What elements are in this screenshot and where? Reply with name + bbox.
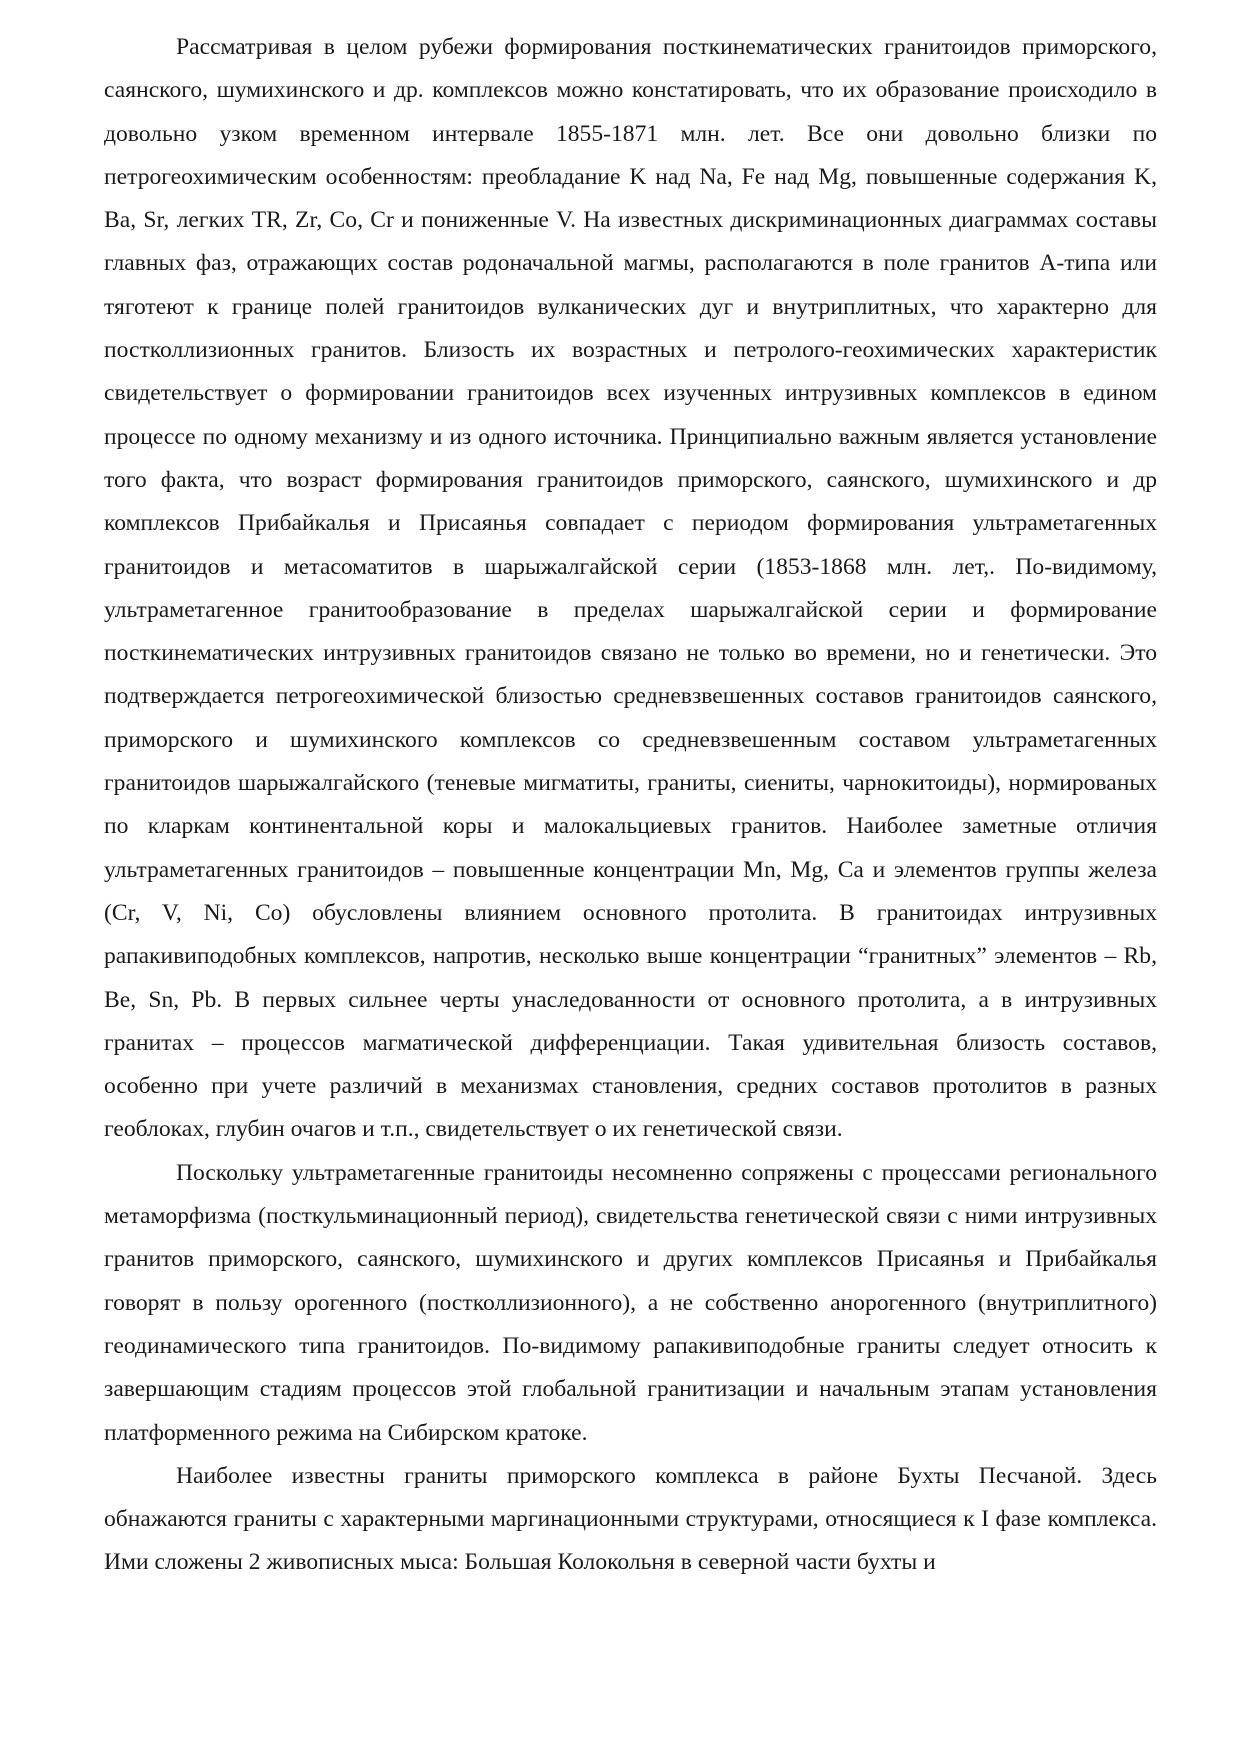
paragraph: Наиболее известны граниты приморского комплекса в районе Бухты Песчаной. Здесь обнажаются граниты с характерными маргинационными структурами, относящиеся к I фазе комплекса. Ими сложены 2 живописных мыса: Большая Колокольня в северной части бухты и xyxy=(104,1462,1157,1576)
document-page xyxy=(104,26,1157,1585)
paragraph: Поскольку ультраметагенные гранитоиды несомненно сопряжены с процессами регионального метаморфизма (посткульминационный период), свидетельства генетической связи с ними интрузивных гранитов приморского, саянского, шумихинского и других комплексов Присаянья и Прибайкалья говорят в пользу орогенного (постколлизионного), а не собственно анорогенного (внутриплитного) геодинамического типа гранитоидов. По-видимому рапакивиподобные граниты следует относить к завершающим стадиям процессов этой глобальной гранитизации и начальным этапам установления платформенного режима на Сибирском кратоке. xyxy=(104,1159,1157,1446)
paragraph: Рассматривая в целом рубежи формирования посткинематических гранитоидов приморского, саянского, шумихинского и др. комплексов можно констатировать, что их образование происходило в довольно узком временном интервале 1855-1871 млн. лет. Все они довольно близки по петрогеохимическим особенностям: преобладание K над Na, Fe над Mg, повышенные содержания K, Ba, Sr, легких TR, Zr, Co, Cr и пониженные V. На известных дискриминационных диаграммах составы главных фаз, отражающих состав родоначальной магмы, располагаются в поле гранитов A-типа или тяготеют к границе полей гранитоидов вулканических дуг и внутриплитных, что характерно для постколлизионных гранитов. Близость их возрастных и петролого-геохимических характеристик свидетельствует о формировании гранитоидов всех изученных интрузивных комплексов в едином процессе по одному механизму и из одного источника. Принципиально важным является установление того факта, что возраст формирования гранитоидов приморского, саянского, шумихинского и др комплексов Прибайкалья и Присаянья совпадает с периодом формирования ультраметагенных гранитоидов и метасоматитов в шарыжалгайской серии (1853-1868 млн. лет,. По-видимому, ультраметагенное гранитообразование в пределах шарыжалгайской серии и формирование посткинематических интрузивных гранитоидов связано не только во времени, но и генетически. Это подтверждается петрогеохимической близостью средневзвешенных составов гранитоидов саянского, приморского и шумихинского комплексов со средневзвешенным составом ультраметагенных гранитоидов шарыжалгайского (теневые мигматиты, граниты, сиениты, чарнокитоиды), нормированых по кларкам континентальной коры и малокальциевых гранитов. Наиболее заметные отличия ультраметагенных гранитоидов – повышенные концентрации Mn, Mg, Ca и элементов группы железа (Cr, V, Ni, Co) обусловлены влиянием основного протолита. В гранитоидах интрузивных рапакивиподобных комплексов, напротив, несколько выше концентрации “гранитных” элементов – Rb, Be, Sn, Pb. В первых сильнее черты унаследованности от основного протолита, а в интрузивных гранитах – процессов магматической дифференциации. Такая удивительная близость составов, особенно при учете различий в механизмах становления, средних составов протолитов в разных геоблоках, глубин очагов и т.п., свидетельствует о их генетической связи. xyxy=(104,34,1157,1143)
